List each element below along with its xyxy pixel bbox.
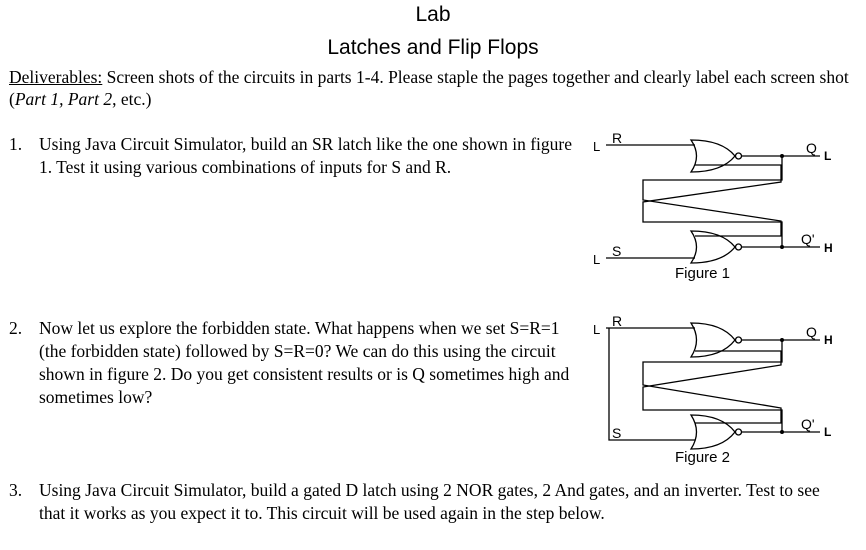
figure1-upper-nor-gate xyxy=(691,140,735,172)
figure2-input-s-label: S xyxy=(612,425,622,441)
figure2-input-r-label: R xyxy=(612,313,623,329)
figure2-upper-bubble xyxy=(736,337,742,343)
figure2-upper-nor-gate xyxy=(691,323,735,357)
figure1-output-qn-label: Q' xyxy=(801,231,815,247)
figure2-lower-nor-gate xyxy=(691,415,735,449)
figure2-output-qn-label: Q' xyxy=(801,416,815,432)
figure2-circuit xyxy=(606,323,820,449)
deliverables-part2: Part 2 xyxy=(67,89,113,109)
page-title: Lab xyxy=(415,3,451,26)
figure2-lower-bubble xyxy=(736,429,742,435)
item-number: 1. xyxy=(9,134,23,154)
item-number: 2. xyxy=(9,318,23,338)
figure1-caption: Figure 1 xyxy=(675,265,731,282)
figure2-output-q-level: H xyxy=(824,333,833,347)
deliverables-end: , etc.) xyxy=(112,89,152,109)
figure1-upper-bubble xyxy=(736,153,742,159)
figure2-input-r-level: L xyxy=(593,322,601,337)
deliverables-text: Screen shots of the circuits in parts 1-4. Please staple the pages together and clearly label each screen shot ( xyxy=(9,67,849,109)
figure1-lower-bubble xyxy=(736,244,742,250)
item-text: Using Java Circuit Simulator, build an SR latch like the one shown in figure 1. Test it using various combinations of inputs for S and R. xyxy=(39,134,572,177)
figure2-output-qn-level: L xyxy=(824,425,832,439)
figure2-output-q-label: Q xyxy=(806,324,817,340)
figure1-input-s-level: L xyxy=(593,252,601,267)
figure1-circuit xyxy=(606,140,820,263)
figure1-output-q-label: Q xyxy=(806,140,817,156)
item-number: 3. xyxy=(9,480,23,500)
page-subtitle: Latches and Flip Flops xyxy=(327,36,539,59)
figure1-output-q-level: L xyxy=(824,149,832,163)
figure1-input-s-label: S xyxy=(612,243,622,259)
deliverables-part1: Part 1, xyxy=(14,89,64,109)
item-text: Now let us explore the forbidden state. What happens when we set S=R=1 (the forbidden state) followed by S=R=0? We can do this using the circuit shown in figure 2. Do you get consistent results or is Q sometimes high and sometimes low? xyxy=(39,318,570,407)
figure2-caption: Figure 2 xyxy=(675,449,731,466)
deliverables-label: Deliverables: xyxy=(9,67,103,87)
figure1-output-qn-level: H xyxy=(824,241,833,255)
item-text: Using Java Circuit Simulator, build a gated D latch using 2 NOR gates, 2 And gates, and an inverter. Test to see that it works as you expect it to. This circuit will be used again in the step below. xyxy=(39,480,820,523)
figure1-input-r-level: L xyxy=(593,139,601,154)
figure1-input-r-label: R xyxy=(612,130,623,146)
